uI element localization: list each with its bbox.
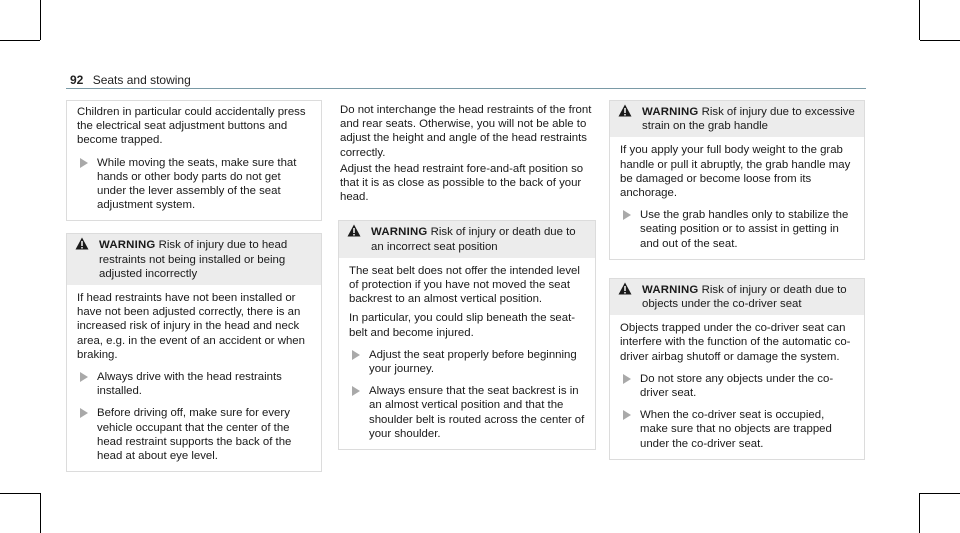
paragraph: Do not interchange the head restraints of the front and rear seats. Otherwise, you will not be able to adjust the height and angle of the head restraints correctly. — [340, 104, 592, 159]
warning-header — [67, 234, 321, 285]
warning-body — [610, 137, 864, 258]
warning-title: Risk of injury or death due to an incorrect seat position — [371, 226, 576, 253]
note-box — [66, 100, 322, 221]
warning-title: Risk of injury due to head restraints not being installed or being adjusted incorrectly — [99, 239, 288, 280]
crop-mark — [0, 493, 40, 494]
warning-label: WARNING — [642, 106, 699, 118]
list-item — [349, 348, 585, 376]
list-item — [77, 370, 311, 398]
arrow-bullet-icon — [623, 410, 631, 420]
warning-text: In particular, you could slip beneath the seat-belt and become injured. — [349, 312, 576, 339]
list-item — [349, 384, 585, 441]
list-item-text: Do not store any objects under the co-driver seat. — [640, 372, 834, 400]
list-item-text: Adjust the seat properly before beginning your journey. — [369, 348, 577, 376]
warning-text: The seat belt does not offer the intended level of protection if you have not moved the seat backrest to an almost vertical position. — [349, 264, 580, 306]
warning-label: WARNING — [99, 239, 156, 252]
list-item-text: Use the grab handles only to stabilize the seating position or to assist in getting in and out of the seat. — [640, 209, 849, 250]
warning-label: WARNING — [642, 283, 699, 296]
crop-mark — [919, 0, 920, 40]
warning-text: If you apply your full body weight to the grab handle or pull it abruptly, the grab handle may be damaged or become loose from its anchorage. — [620, 144, 851, 200]
arrow-bullet-icon — [352, 386, 360, 396]
crop-mark — [919, 493, 920, 533]
list-item — [77, 156, 311, 213]
warning-text: If head restraints have not been installed or have not been adjusted correctly, there is an increased risk of injury in the head and neck area, e.g. in the event of an accident or when braking. — [77, 292, 305, 361]
warning-body — [610, 315, 864, 459]
warning-body — [339, 258, 595, 449]
warning-triangle-icon — [618, 282, 632, 295]
arrow-bullet-icon — [623, 374, 631, 384]
crop-mark — [40, 493, 41, 533]
list-item — [620, 408, 854, 451]
warning-box — [66, 233, 322, 472]
column-middle — [338, 103, 596, 450]
paragraph: Adjust the head restraint fore-and-aft position so that it is as close as possible to the back of your head. — [340, 162, 584, 204]
crop-mark — [0, 40, 40, 41]
warning-box — [609, 278, 865, 460]
warning-label: WARNING — [371, 226, 428, 239]
warning-header — [339, 221, 595, 257]
list-item-text: Always drive with the head restraints installed. — [97, 371, 282, 398]
warning-box — [338, 220, 596, 450]
list-item-text: When the co-driver seat is occupied, make sure that no objects are trapped under the co-driver seat. — [640, 409, 832, 450]
arrow-bullet-icon — [352, 350, 360, 360]
intro-text: Children in particular could accidentally press the electrical seat adjustment buttons and become trapped. — [77, 106, 306, 147]
column-right — [609, 100, 865, 460]
crop-mark — [920, 493, 960, 494]
list-item — [620, 372, 854, 400]
list-item-text: Before driving off, make sure for every vehicle occupant that the center of the head restraint supports the back of the head at about eye level. — [97, 407, 292, 463]
page-number: 92 — [70, 73, 84, 87]
warning-header — [610, 279, 864, 315]
warning-triangle-icon — [75, 237, 89, 250]
column-left — [66, 100, 322, 472]
list-item — [77, 406, 311, 463]
arrow-bullet-icon — [80, 372, 88, 382]
warning-body — [67, 285, 321, 471]
warning-triangle-icon — [618, 104, 632, 117]
warning-title: Risk of injury or death due to objects under the co-driver seat — [642, 283, 847, 311]
warning-title: Risk of injury due to excessive strain on the grab handle — [642, 106, 855, 133]
list-item — [620, 208, 854, 251]
page-header — [70, 73, 191, 87]
warning-text: Objects trapped under the co-driver seat can interfere with the function of the automatic co-driver airbag shutoff or damage the system. — [620, 322, 851, 363]
crop-mark — [40, 0, 41, 40]
section-title: Seats and stowing — [92, 73, 191, 87]
list-item-text: Always ensure that the seat backrest is in an almost vertical position and that the shoulder belt is routed across the center of your shoulder. — [369, 385, 585, 440]
header-divider — [66, 88, 866, 89]
warning-box — [609, 100, 865, 260]
arrow-bullet-icon — [80, 158, 88, 168]
list-item-text: While moving the seats, make sure that hands or other body parts do not get under the lever assembly of the seat adjustment system. — [97, 156, 297, 212]
arrow-bullet-icon — [80, 408, 88, 418]
crop-mark — [920, 40, 960, 41]
warning-header — [610, 101, 864, 137]
arrow-bullet-icon — [623, 210, 631, 220]
warning-triangle-icon — [347, 224, 361, 237]
